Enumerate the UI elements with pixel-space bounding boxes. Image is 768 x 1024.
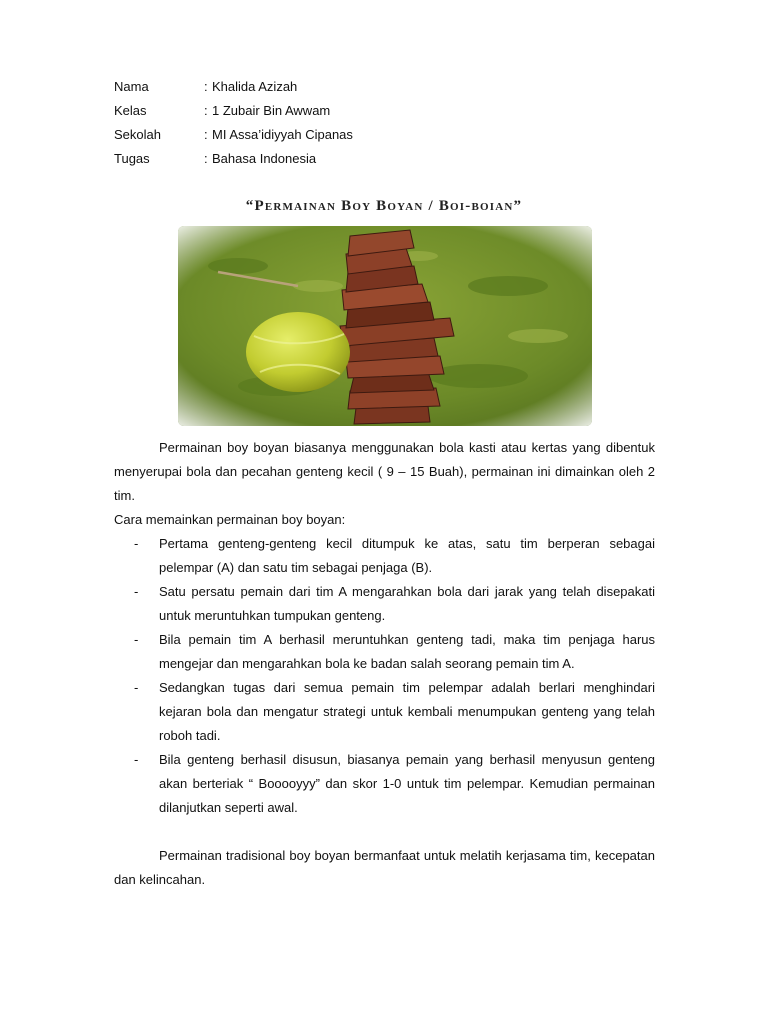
body-text [114, 436, 655, 892]
info-label: Tugas [114, 151, 150, 166]
list-item-text: Pertama genteng-genteng kecil ditumpuk ke atas, satu tim berperan sebagai pelempar (A) dan satu tim sebagai penjaga (B). [159, 536, 655, 575]
list-item-text: Sedangkan tugas dari semua pemain tim pelempar adalah berlari menghindari kejaran bola dan mengatur strategi untuk kembali menumpukan genteng yang telah roboh tadi. [159, 680, 655, 743]
document-title: “Permainan Boy Boyan / Boi-boian” [245, 198, 523, 214]
list-item-text: Bila pemain tim A berhasil meruntuhkan genteng tadi, maka tim penjaga harus mengejar dan mengarahkan bola ke badan salah seorang pemain tim A. [159, 632, 655, 671]
info-value: 1 Zubair Bin Awwam [212, 103, 331, 118]
info-separator: : [204, 151, 208, 166]
paragraph-gap [114, 820, 655, 844]
list-dash: - [134, 680, 139, 695]
howto-heading: Cara memainkan permainan boy boyan: [114, 512, 346, 527]
info-value: Bahasa Indonesia [212, 151, 317, 166]
intro-paragraph: Permainan boy boyan biasanya menggunakan bola kasti atau kertas yang dibentuk menyerupai bola dan pecahan genteng kecil ( 9 – 15 Buah), permainan ini dimainkan oleh 2 tim. [114, 440, 655, 503]
list-item [114, 580, 655, 628]
info-value: MI Assa’idiyyah Cipanas [212, 127, 353, 142]
info-label: Nama [114, 79, 149, 94]
list-dash: - [134, 752, 139, 767]
list-item [114, 748, 655, 820]
list-dash: - [134, 536, 139, 551]
list-item-text: Satu persatu pemain dari tim A mengarahkan bola dari jarak yang telah disepakati untuk meruntuhkan tumpukan genteng. [159, 584, 655, 623]
info-label: Sekolah [114, 127, 161, 142]
info-row-kelas [114, 102, 614, 126]
steps-list [114, 532, 655, 820]
info-row-sekolah [114, 126, 614, 150]
closing-paragraph: Permainan tradisional boy boyan bermanfaat untuk melatih kerjasama tim, kecepatan dan kelincahan. [114, 848, 655, 887]
info-row-tugas [114, 150, 614, 174]
info-separator: : [204, 127, 208, 142]
boy-boyan-photo [178, 226, 592, 426]
info-row-nama [114, 78, 614, 102]
list-dash: - [134, 632, 139, 647]
list-item [114, 676, 655, 748]
list-item [114, 628, 655, 676]
list-item-text: Bila genteng berhasil disusun, biasanya pemain yang berhasil menyusun genteng akan berteriak “ Booooyyy” dan skor 1-0 untuk tim pelempar. Kemudian permainan dilanjutkan seperti awal. [159, 752, 655, 815]
info-value: Khalida Azizah [212, 79, 298, 94]
list-dash: - [134, 584, 139, 599]
list-item [114, 532, 655, 580]
info-label: Kelas [114, 103, 147, 118]
info-separator: : [204, 79, 208, 94]
info-separator: : [204, 103, 208, 118]
student-info [114, 78, 614, 174]
